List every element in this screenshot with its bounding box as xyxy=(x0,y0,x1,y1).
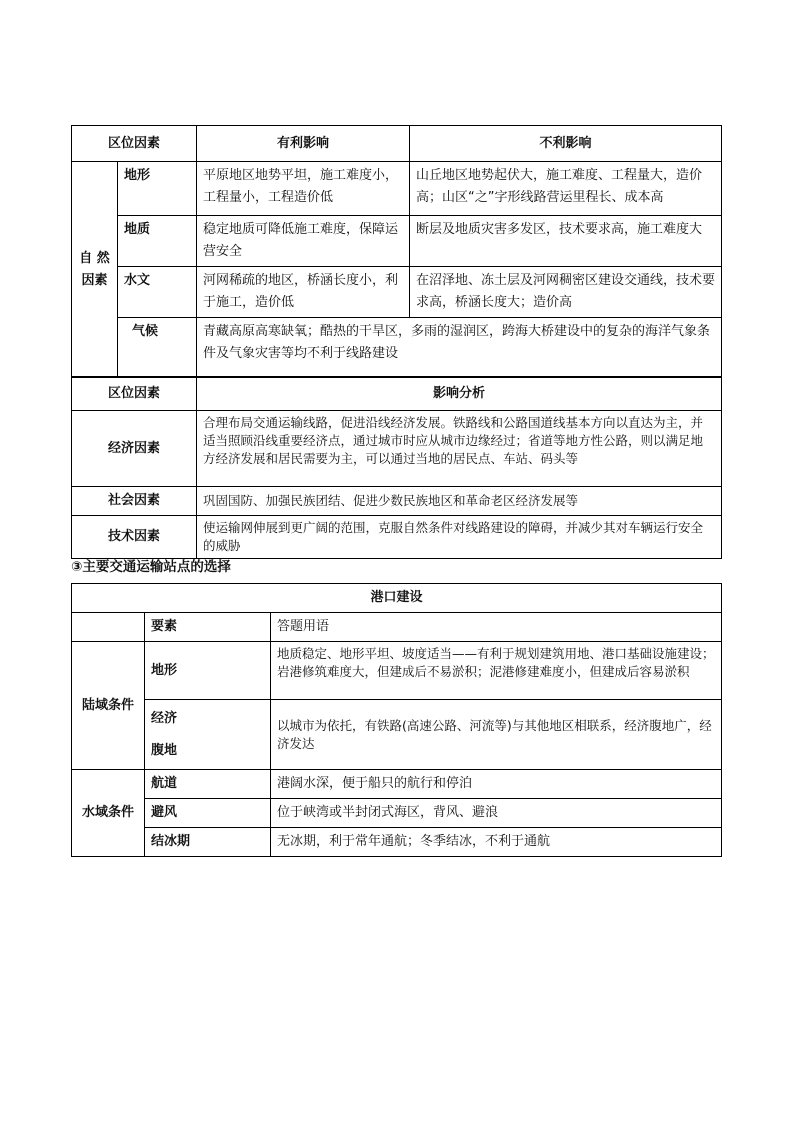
analysis-social: 巩固国防、加强民族团结、促进少数民族地区和革命老区经济发展等 xyxy=(197,487,722,516)
element-freeze: 结冰期 xyxy=(145,828,271,857)
element-channel: 航道 xyxy=(145,770,271,799)
other-factors-table xyxy=(71,376,722,559)
analysis-economic: 合理布局交通运输线路，促进沿线经济发展。铁路线和公路国道线基本方向以直达为主，并适当照顾沿线重要经济点，通过城市时应从城市边缘经过；省道等地方性公路，则以满足地方经济发展和居民需要为主，可以通过当地的居民点、车站、码头等 xyxy=(197,411,722,487)
factor-geology: 地质 xyxy=(118,216,197,267)
answer-shelter: 位于峡湾或半封闭式海区，背风、避浪 xyxy=(271,799,722,828)
element-hinterland xyxy=(145,700,271,770)
group-natural: 自 然 因素 xyxy=(72,162,118,378)
answer-hinterland: 以城市为依托，有铁路(高速公路、河流等)与其他地区相联系，经济腹地广，经济发达 xyxy=(271,700,722,770)
factor-economic: 经济因素 xyxy=(72,411,197,487)
group-water: 水域条件 xyxy=(72,770,145,857)
favorable-geology: 稳定地质可降低施工难度，保障运营安全 xyxy=(197,216,410,267)
factor-social: 社会因素 xyxy=(72,487,197,516)
header-favorable: 有利影响 xyxy=(197,126,410,162)
favorable-hydrology: 河网稀疏的地区，桥涵长度小，利于施工，造价低 xyxy=(197,267,410,318)
answer-freeze: 无冰期，利于常年通航；冬季结冰，不利于通航 xyxy=(271,828,722,857)
header-factor-2: 区位因素 xyxy=(72,377,197,411)
spacer xyxy=(151,728,264,742)
factor-hydrology: 水文 xyxy=(118,267,197,318)
unfavorable-hydrology: 在沼泽地、冻土层及河网稠密区建设交通线，技术要求高，桥涵长度大；造价高 xyxy=(410,267,722,318)
empty-cell xyxy=(72,613,145,642)
section-title-stations: ③主要交通运输站点的选择 xyxy=(71,559,231,575)
port-table-title: 港口建设 xyxy=(72,584,722,613)
port-construction-table xyxy=(71,583,722,857)
element-terrain: 地形 xyxy=(145,642,271,700)
unfavorable-terrain: 山丘地区地势起伏大，施工难度、工程量大，造价高；山区“之”字形线路营运里程长、成本高 xyxy=(410,162,722,216)
climate-analysis: 青藏高原高寒缺氧；酷热的干旱区，多雨的湿润区，跨海大桥建设中的复杂的海洋气象条件及气象灾害等均不利于线路建设 xyxy=(197,318,722,378)
element-shelter: 避风 xyxy=(145,799,271,828)
header-answer: 答题用语 xyxy=(271,613,722,642)
analysis-technical: 使运输网伸展到更广阔的范围，克服自然条件对线路建设的障碍，并减少其对车辆运行安全的威胁 xyxy=(197,516,722,559)
element-hinterland-line2: 腹地 xyxy=(151,742,178,758)
factor-climate: 气候 xyxy=(118,318,197,378)
header-factor: 区位因素 xyxy=(72,126,197,162)
group-land: 陆域条件 xyxy=(72,642,145,770)
answer-terrain: 地质稳定、地形平坦、坡度适当——有利于规划建筑用地、港口基础设施建设；岩港修筑难度大，但建成后不易淤积；泥港修建难度小，但建成后容易淤积 xyxy=(271,642,722,700)
header-element: 要素 xyxy=(145,613,271,642)
element-hinterland-line1: 经济 xyxy=(151,710,178,726)
header-unfavorable: 不利影响 xyxy=(410,126,722,162)
factor-terrain: 地形 xyxy=(118,162,197,216)
factor-technical: 技术因素 xyxy=(72,516,197,559)
natural-factors-table xyxy=(71,125,722,378)
unfavorable-geology: 断层及地质灾害多发区，技术要求高，施工难度大 xyxy=(410,216,722,267)
header-analysis: 影响分析 xyxy=(197,377,722,411)
answer-channel: 港阔水深，便于船只的航行和停泊 xyxy=(271,770,722,799)
favorable-terrain: 平原地区地势平坦，施工难度小，工程量小，工程造价低 xyxy=(197,162,410,216)
